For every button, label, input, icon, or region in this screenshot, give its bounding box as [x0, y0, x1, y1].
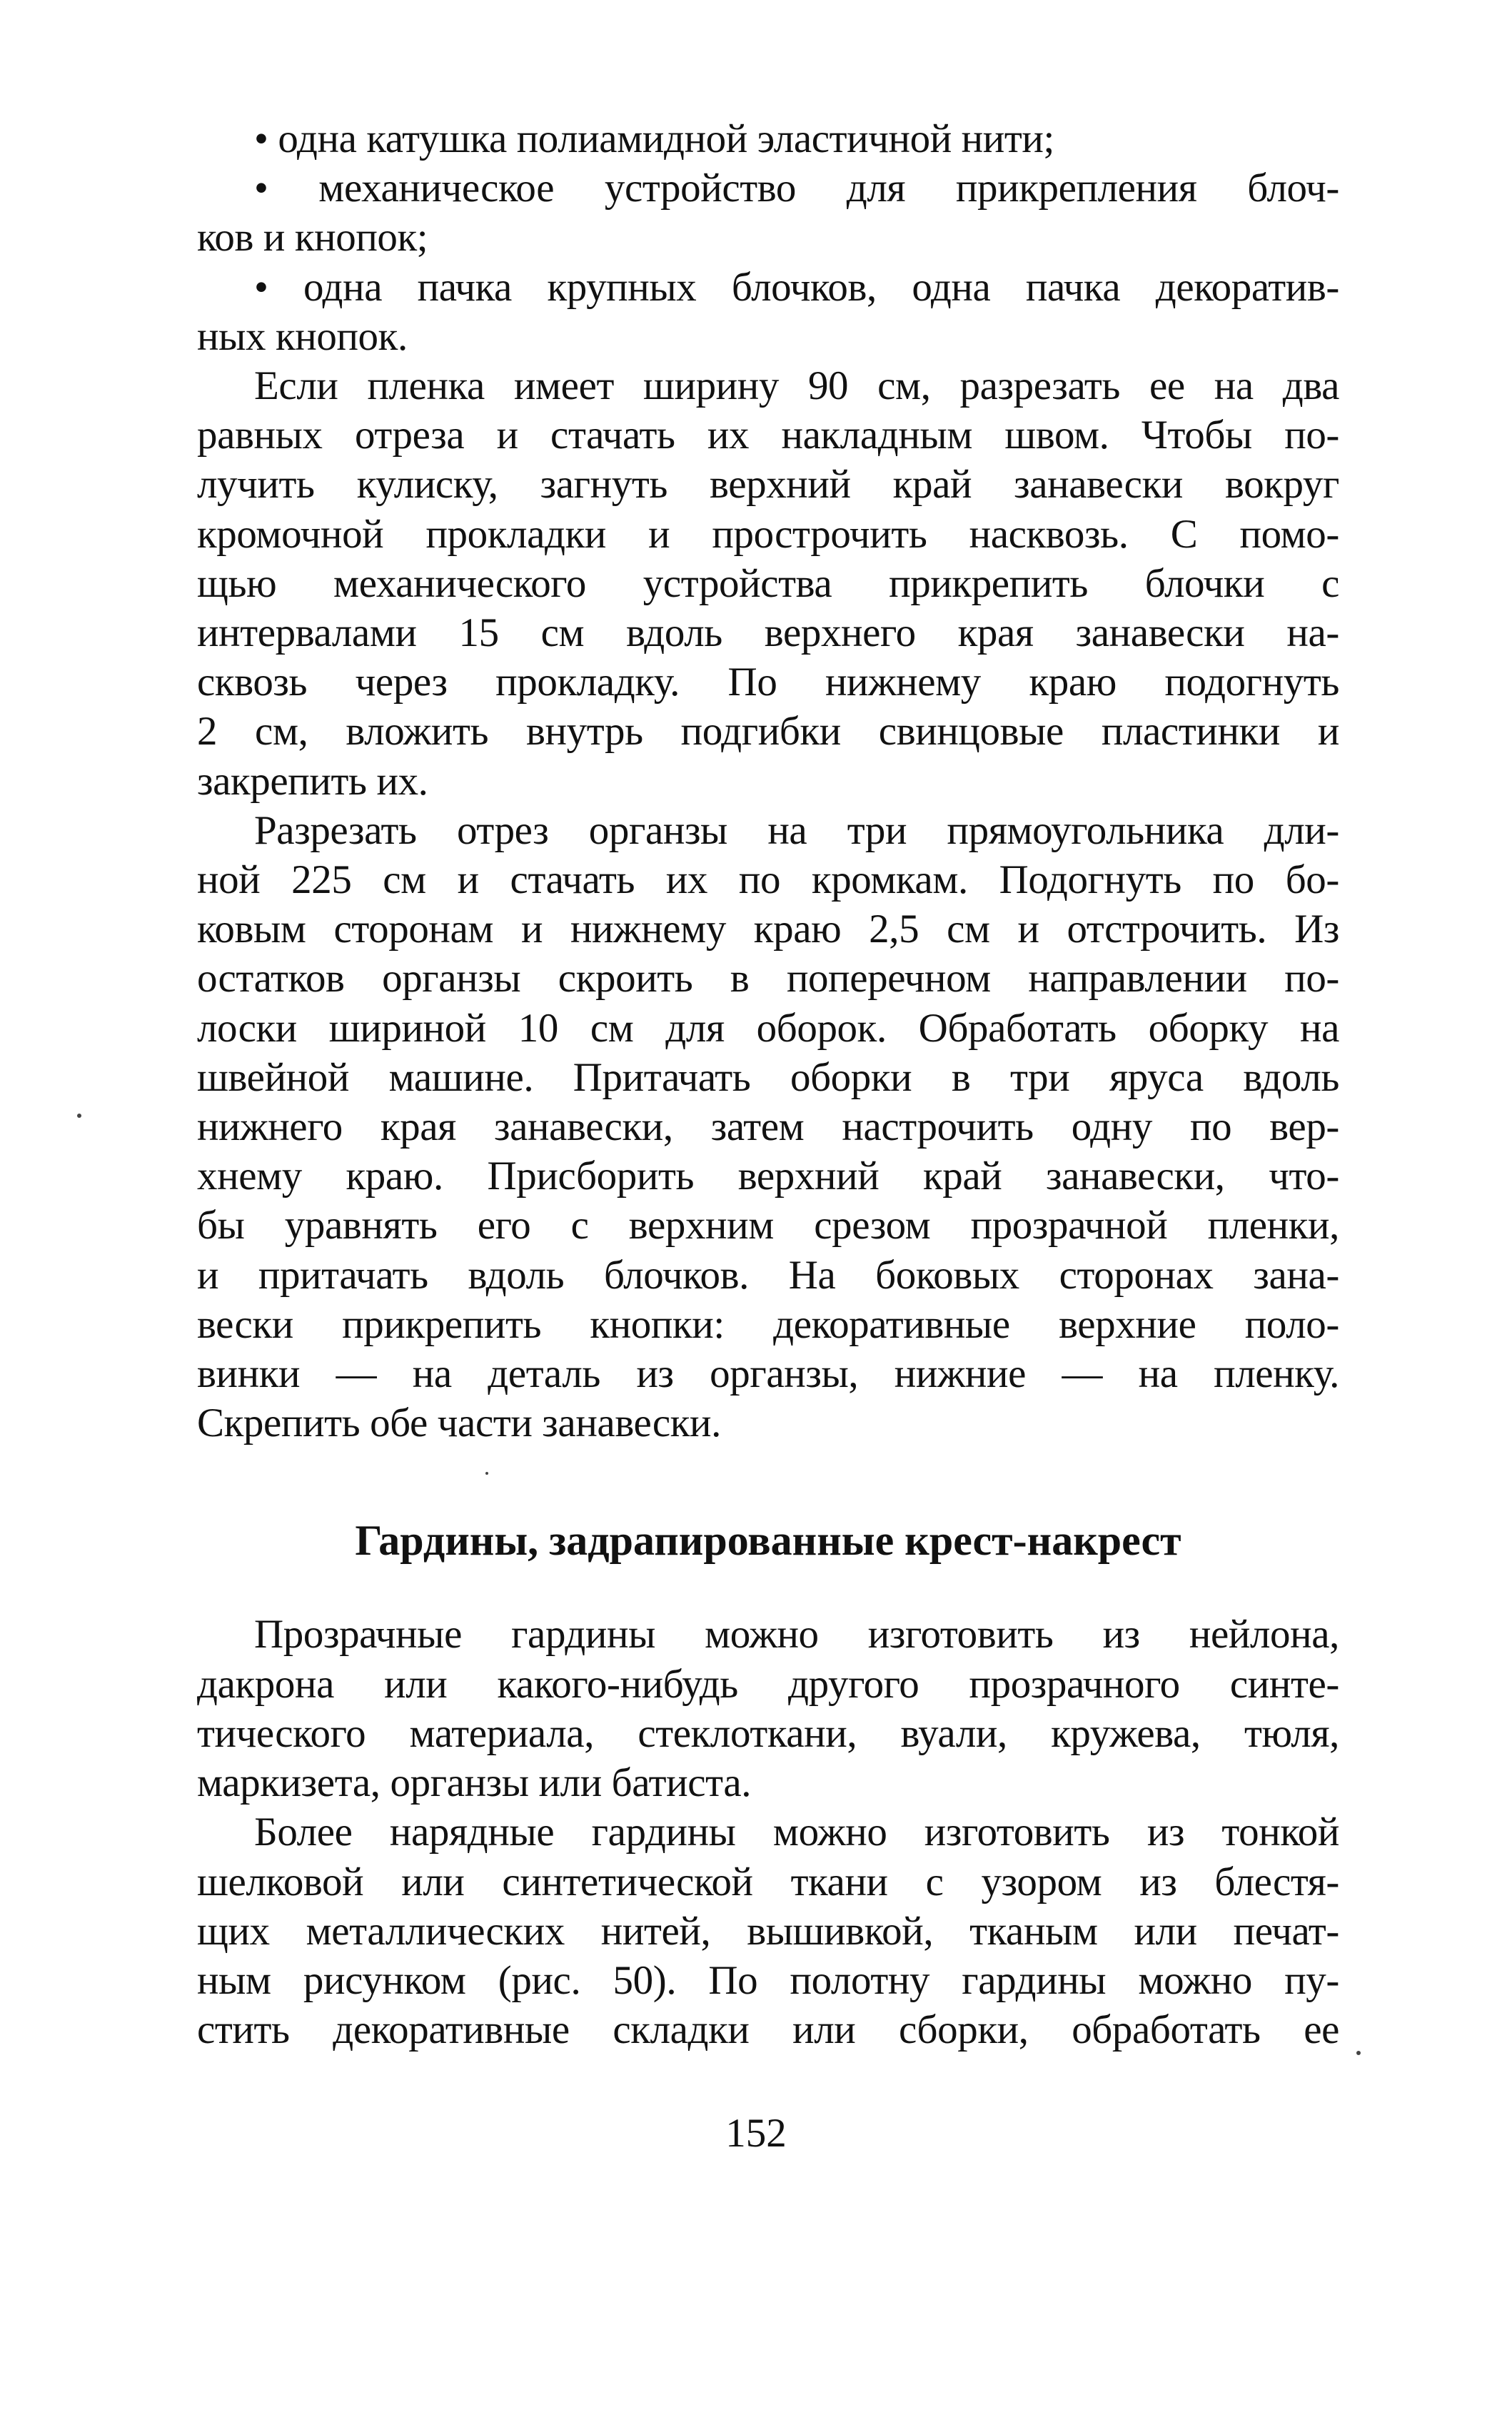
- text-line: лоски шириной 10 см для оборок. Обработать оборку на: [197, 1005, 1339, 1051]
- text-line: стить декоративные складки или сборки, обработать ее: [197, 2007, 1339, 2053]
- text-line: остатков органзы скроить в поперечном направлении по-: [197, 956, 1339, 1001]
- text-line: ков и кнопок;: [197, 215, 428, 261]
- text-line: • одна катушка полиамидной эластичной нити;: [254, 116, 1054, 161]
- scan-speck: [1356, 2051, 1361, 2055]
- text-line: закрепить их.: [197, 758, 428, 804]
- text-line: маркизета, органзы или батиста.: [197, 1760, 752, 1806]
- text-line: кромочной прокладки и прострочить насквозь. С помо-: [197, 511, 1339, 557]
- page-body: [197, 114, 1339, 2054]
- paragraph: [197, 806, 1339, 1448]
- text-line: хнему краю. Присборить верхний край занавески, что-: [197, 1154, 1339, 1199]
- text-line: швейной машине. Притачать оборки в три яруса вдоль: [197, 1054, 1339, 1100]
- paragraph: [197, 1610, 1339, 1807]
- scan-speck: [485, 1472, 488, 1475]
- text-line: 2 см, вложить внутрь подгибки свинцовые пластинки и: [197, 709, 1339, 755]
- text-line: винки — на деталь из органзы, нижние — на пленку.: [197, 1351, 1339, 1397]
- text-line: • одна пачка крупных блочков, одна пачка декоратив-: [254, 264, 1339, 310]
- text-line: равных отреза и стачать их накладным швом. Чтобы по-: [197, 413, 1339, 458]
- text-line: Если пленка имеет ширину 90 см, разрезать ее на два: [254, 363, 1339, 409]
- paragraph: [197, 114, 1339, 163]
- text-line: сквозь через прокладку. По нижнему краю подогнуть: [197, 660, 1339, 705]
- paragraph: [197, 1807, 1339, 2054]
- text-line: ной 225 см и стачать их по кромкам. Подогнуть по бо-: [197, 857, 1339, 903]
- text-line: Разрезать отрез органзы на три прямоугольника дли-: [254, 807, 1339, 853]
- paragraph: [197, 263, 1339, 361]
- text-line: Прозрачные гардины можно изготовить из нейлона,: [254, 1612, 1339, 1657]
- text-line: Скрепить обе части занавески.: [197, 1401, 721, 1446]
- text-line: шелковой или синтетической ткани с узором из блестя-: [197, 1859, 1339, 1904]
- text-line: щих металлических нитей, вышивкой, тканым или печат-: [197, 1908, 1339, 1954]
- paragraph: [197, 361, 1339, 806]
- scan-speck: [77, 1114, 81, 1118]
- text-line: вески прикрепить кнопки: декоративные верхние поло-: [197, 1301, 1339, 1347]
- section-heading: Гардины, задрапированные крест-накрест: [355, 1517, 1181, 1565]
- text-line: дакрона или какого-нибудь другого прозрачного синте-: [197, 1661, 1339, 1707]
- text-line: нижнего края занавески, затем настрочить одну по вер-: [197, 1104, 1339, 1150]
- text-line: • механическое устройство для прикрепления блоч-: [254, 166, 1339, 211]
- text-line: ным рисунком (рис. 50). По полотну гардины можно пу-: [197, 1957, 1339, 2003]
- paragraph: [197, 163, 1339, 262]
- text-line: интервалами 15 см вдоль верхнего края занавески на-: [197, 610, 1339, 656]
- text-line: бы уравнять его с верхним срезом прозрачной пленки,: [197, 1203, 1339, 1248]
- text-line: тического материала, стеклоткани, вуали, кружева, тюля,: [197, 1710, 1339, 1756]
- text-line: и притачать вдоль блочков. На боковых сторонах зана-: [197, 1252, 1339, 1298]
- text-line: щью механического устройства прикрепить блочки с: [197, 560, 1339, 606]
- text-line: ных кнопок.: [197, 313, 408, 359]
- text-line: ковым сторонам и нижнему краю 2,5 см и отстрочить. Из: [197, 907, 1339, 952]
- page-number: 152: [725, 2111, 787, 2156]
- text-line: Более нарядные гардины можно изготовить из тонкой: [254, 1810, 1339, 1855]
- text-line: лучить кулиску, загнуть верхний край занавески вокруг: [197, 462, 1339, 508]
